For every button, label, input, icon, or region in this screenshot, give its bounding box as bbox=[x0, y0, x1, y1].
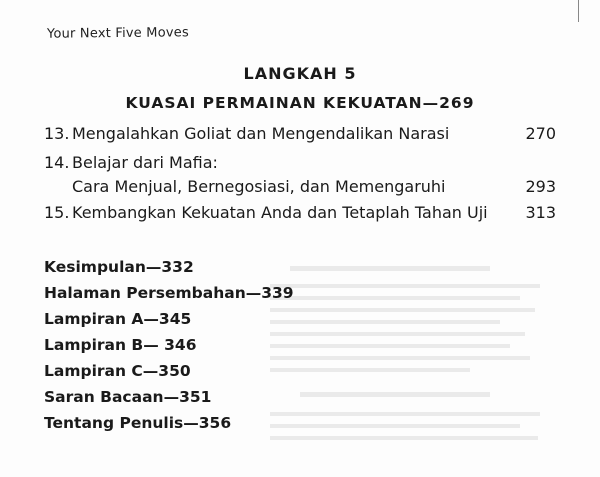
back-matter-item-conclusion: Kesimpulan—332 bbox=[44, 258, 194, 276]
chapter-number: 15. bbox=[44, 203, 70, 222]
running-head: Your Next Five Moves bbox=[46, 25, 189, 42]
chapter-number: 14. bbox=[44, 153, 70, 172]
toc-entry-chapter-14-continuation bbox=[72, 177, 556, 197]
toc-entry-chapter-15 bbox=[44, 203, 556, 223]
back-matter-list bbox=[44, 254, 294, 436]
chapter-page-number: 270 bbox=[525, 124, 556, 143]
chapter-subtitle: Cara Menjual, Bernegosiasi, dan Memengaruhi bbox=[72, 177, 446, 196]
chapter-page-number: 313 bbox=[525, 203, 556, 222]
back-matter-item-about-author: Tentang Penulis—356 bbox=[44, 414, 232, 432]
back-matter-item-appendix-c: Lampiran C—350 bbox=[44, 362, 191, 380]
chapter-number: 13. bbox=[44, 124, 70, 143]
back-matter-item-dedication: Halaman Persembahan—339 bbox=[44, 284, 294, 302]
part-heading: LANGKAH 5 bbox=[243, 64, 357, 83]
page-edge-mark bbox=[578, 0, 579, 22]
toc-entry-chapter-14 bbox=[44, 153, 556, 173]
chapter-page-number: 293 bbox=[525, 177, 556, 196]
part-title: KUASAI PERMAINAN KEKUATAN—269 bbox=[125, 94, 475, 112]
chapter-title: Belajar dari Mafia: bbox=[72, 153, 218, 172]
back-matter-item-suggested-reading: Saran Bacaan—351 bbox=[44, 388, 212, 406]
toc-entry-chapter-13 bbox=[44, 124, 556, 144]
show-through-texture bbox=[260, 262, 560, 462]
chapter-title: Kembangkan Kekuatan Anda dan Tetaplah Tahan Uji bbox=[72, 203, 488, 222]
chapter-title: Mengalahkan Goliat dan Mengendalikan Narasi bbox=[72, 124, 450, 143]
back-matter-item-appendix-b: Lampiran B— 346 bbox=[44, 336, 197, 354]
back-matter-item-appendix-a: Lampiran A—345 bbox=[44, 310, 192, 328]
